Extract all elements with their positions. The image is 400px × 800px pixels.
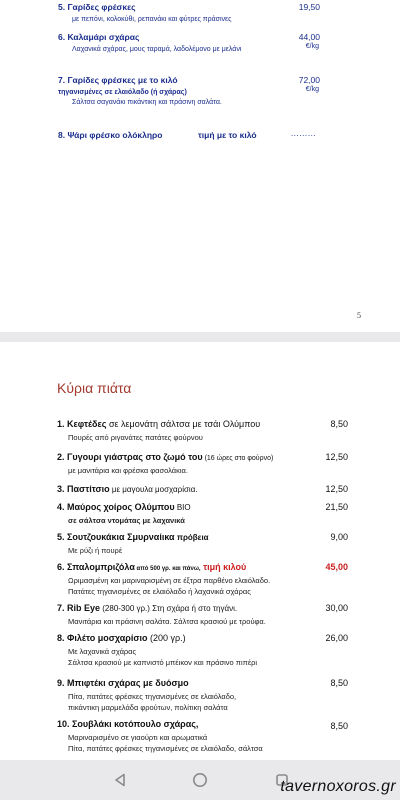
item-description-2: Πίτα, πατάτες φρέσκες τηγανισμένες σε ελαιόλαδο, σάλτσα [68,744,263,753]
item-title-rest: σε λεμονάτη σάλτσα με τσάι Ολύμπου [106,419,261,429]
item-price: 12,50 [325,452,348,462]
item-description: Μαριναρισμένο σε γιαούρτι και αρωματικά [68,733,208,742]
item-title-rest: BIO [174,503,191,512]
item-title-rest: πρόβεια [174,533,209,542]
item-title-line [57,562,246,572]
watermark: tavernoxoros.gr [280,778,396,795]
item-title-line [57,678,189,688]
item-title-line [57,419,260,429]
item-title: 1. Κεφτέδες [57,419,107,429]
item-price: 72,00 [298,75,320,85]
menu-page-fish [0,0,400,332]
item-title-line [57,719,198,729]
item-title: 8. Φιλέτο μοσχαρίσιο [57,633,148,643]
item-title-rest: με μαγουλα μοσχαρίσια. [109,485,198,494]
item-title-line [57,502,191,512]
item-title: 6. Σπαλομπριζόλα [57,562,135,572]
item-unit: €/kg [305,86,319,93]
item-price: 45,00 [325,562,348,572]
item-title-note: (16 ώρες στο φούρνο) [202,455,274,462]
item-price: 44,00 [298,32,320,42]
item-unit: €/kg [305,43,319,50]
item-description: με πεπόνι, κολοκύθι, ρεπανάκι και φύτρες πράσινες [72,16,232,23]
back-button[interactable] [110,770,130,790]
circle-home-icon [192,772,208,788]
item-title: 8. Ψάρι φρέσκο ολόκληρο [58,130,163,140]
item-title-price-note: τιμή κιλού [200,562,247,572]
item-price: 26,00 [325,633,348,643]
item-price: 8,50 [330,678,348,688]
item-description: Ωριμασμένη και μαριναρισμένη σε έξτρα παρθένο ελαιόλαδο. [68,576,271,585]
item-description: Πίτα, πατάτες φρέσκες τηγανισμένες σε ελαιόλαδο, [68,692,237,701]
triangle-back-icon [113,773,127,787]
item-description: με μανιτάρια και φρέσκα φασολάκια. [68,466,188,475]
item-description: σε σάλτσα ντομάτας με λαχανικά [68,516,185,525]
item-title: 6. Καλαμάρι σχάρας [58,32,140,42]
item-price: 8,50 [330,721,348,731]
menu-page-main [0,342,400,760]
item-title: 5. Σουτζουκάκια Σμυρναίικα [57,532,175,542]
item-description: τηγανισμένες σε ελαιόλαδο (ή σχάρας) [58,89,187,96]
item-title-line [57,484,198,494]
item-price: 9,00 [330,532,348,542]
item-price: 8,50 [330,419,348,429]
item-price: 21,50 [325,502,348,512]
item-description-2: Σάλτσα κρασιού με καπνιστό μπέικον και πράσινο πιπέρι [68,658,258,667]
item-title: 2. Γυγουρι γιάστρας στο ζωμό του [57,452,203,462]
page-number: 5 [357,311,361,320]
item-title: 7. Rib Eye [57,603,101,613]
section-title: Κύρια πιάτα [57,380,132,396]
item-title: 10. Σουβλάκι κοτόπουλο σχάρας, [57,719,199,729]
item-description: Μανιτάρια και πράσινη σαλάτα. Σάλτσα κρασιού με τρούφα. [68,617,266,626]
item-description: Με ρύζι ή πουρέ [68,546,123,555]
item-title-note: από 500 γρ. και πάνω, [134,566,201,572]
item-title-line [57,452,273,462]
item-price: 30,00 [325,603,348,613]
item-title-line [57,603,237,613]
item-title: 4. Μαύρος χοίρος Ολύμπου [57,502,175,512]
item-description-2: Πατάτες τηγανισμένες σε ελαιόλαδο ή λαχανικά σχάρας [68,587,251,596]
item-price: ……… [290,128,316,138]
item-price: 12,50 [325,484,348,494]
item-description: Λαχανικά σχάρας, μους ταραμά, λαδολέμονο με μελάνι [72,46,242,53]
item-description: Πουρές από ριγανάτες πατάτες φούρνου [68,433,203,442]
home-button[interactable] [190,770,210,790]
item-title: 5. Γαρίδες φρέσκες [58,2,136,12]
item-title-line [57,532,209,542]
item-price: 19,50 [298,2,320,12]
item-title: 7. Γαρίδες φρέσκες με το κιλό [58,75,178,85]
item-title-rest: (200 γρ.) [147,633,186,643]
item-description-2: Σάλτσα σαγανάκι πικάντικη και πράσινη σαλάτα. [72,99,222,106]
item-title: 9. Μπιφτέκι σχάρας με δυόσμο [57,678,189,688]
item-title-line [57,633,186,643]
item-note: τιμή με το κιλό [198,130,257,140]
item-title-rest: (280-300 γρ.) Στη σχάρα ή στο τηγάνι. [100,604,238,613]
item-description-2: πικάντικη μαρμελάδα φρούτων, πολίτικη σαλάτα [68,703,228,712]
item-title: 3. Παστίτσιο [57,484,110,494]
item-description: Με λαχανικά σχάρας [68,647,137,656]
